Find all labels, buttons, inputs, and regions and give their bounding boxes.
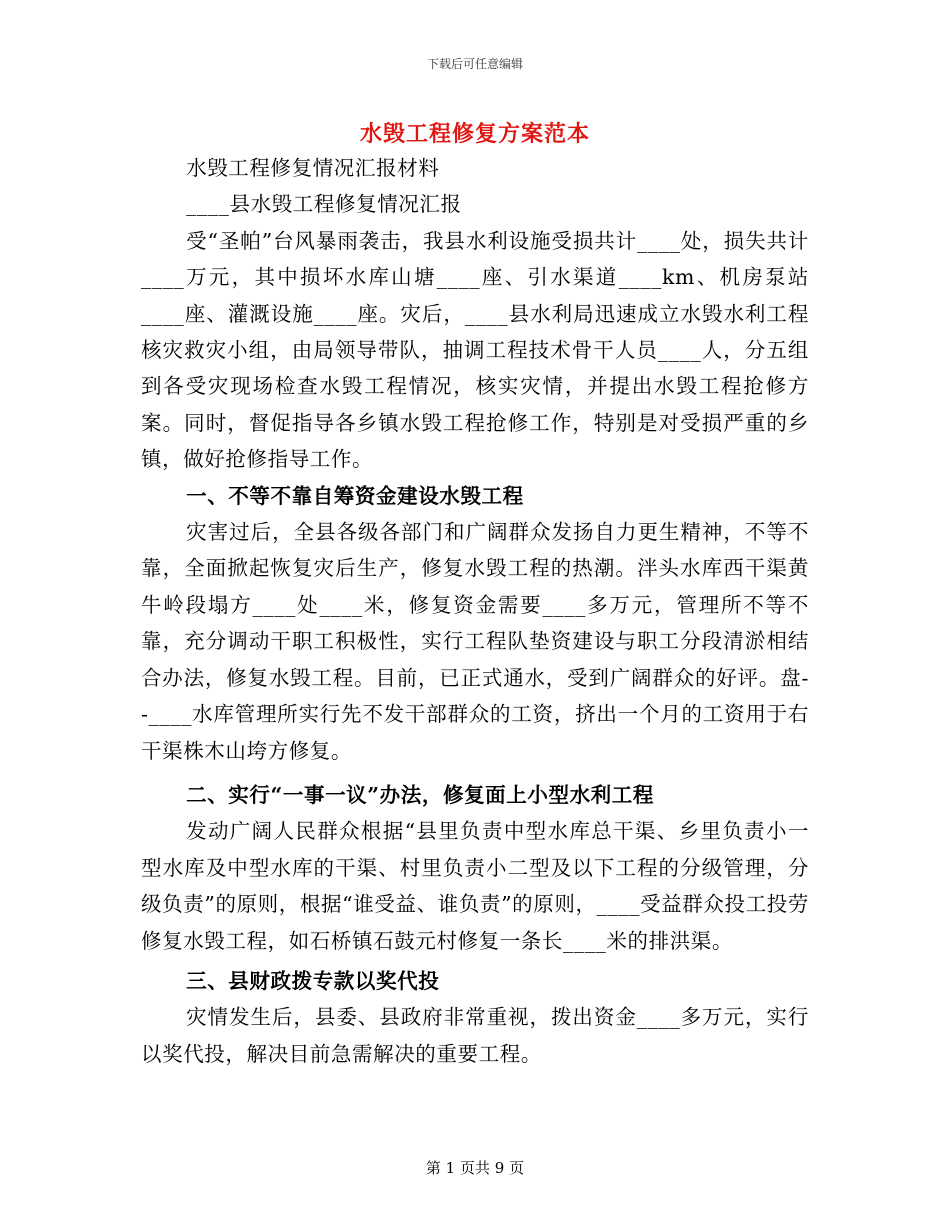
subtitle-report-material: 水毁工程修复情况汇报材料 <box>186 156 440 180</box>
section-heading-2: 二、实行“一事一议”办法，修复面上小型水利工程 <box>186 782 654 807</box>
document-body <box>141 150 809 1072</box>
header-note: 下载后可任意编辑 <box>426 57 523 71</box>
intro-paragraph: 受“圣帕”台风暴雨袭击，我县水利设施受损共计____处，损失共计____万元，其中损坏水库山塘____座、引水渠道____km、机房泵站____座、灌溉设施____座。灾后，____县水利局迅速成立水毁水利工程核灾救灾小组，由局领导带队，抽调工程技术骨干人员____人，分五组到各受灾现场检查水毁工程情况，核实灾情，并提出水毁工程抢修方案。同时，督促指导各乡镇水毁工程抢修工作，特别是对受损严重的乡镇，做好抢修指导工作。 <box>141 228 809 472</box>
section-paragraph-2: 发动广阔人民群众根据“县里负责中型水库总干渠、乡里负责小一型水库及中型水库的干渠、村里负责小二型及以下工程的分级管理，分级负责”的原则，根据“谁受益、谁负责”的原则，____受益群众投工投劳修复水毁工程，如石桥镇石鼓元村修复一条长____米的排洪渠。 <box>141 819 809 953</box>
document-title: 水毁工程修复方案范本 <box>359 121 590 147</box>
subtitle-county-report: ____县水毁工程修复情况汇报 <box>186 192 462 217</box>
section-heading-1: 一、不等不靠自筹资金建设水毁工程 <box>186 483 524 508</box>
section-paragraph-1: 灾害过后，全县各级各部门和广阔群众发扬自力更生精神，不等不靠，全面掀起恢复灾后生产，修复水毁工程的热潮。泮头水库西干渠黄牛岭段塌方____处____米，修复资金需要____多万元，管理所不等不靠，充分调动干职工积极性，实行工程队垫资建设与职工分段清淤相结合办法，修复水毁工程。目前，已正式通水，受到广阔群众的好评。盘--____水库管理所实行先不发干部群众的工资，挤出一个月的工资用于右干渠株木山垮方修复。 <box>141 520 809 763</box>
page-footer: 第 1 页共 9 页 <box>425 1159 525 1177</box>
section-heading-3: 三、县财政拨专款以奖代投 <box>186 968 440 993</box>
section-paragraph-3: 灾情发生后，县委、县政府非常重视，拨出资金____多万元，实行以奖代投，解决目前急需解决的重要工程。 <box>141 1005 809 1066</box>
